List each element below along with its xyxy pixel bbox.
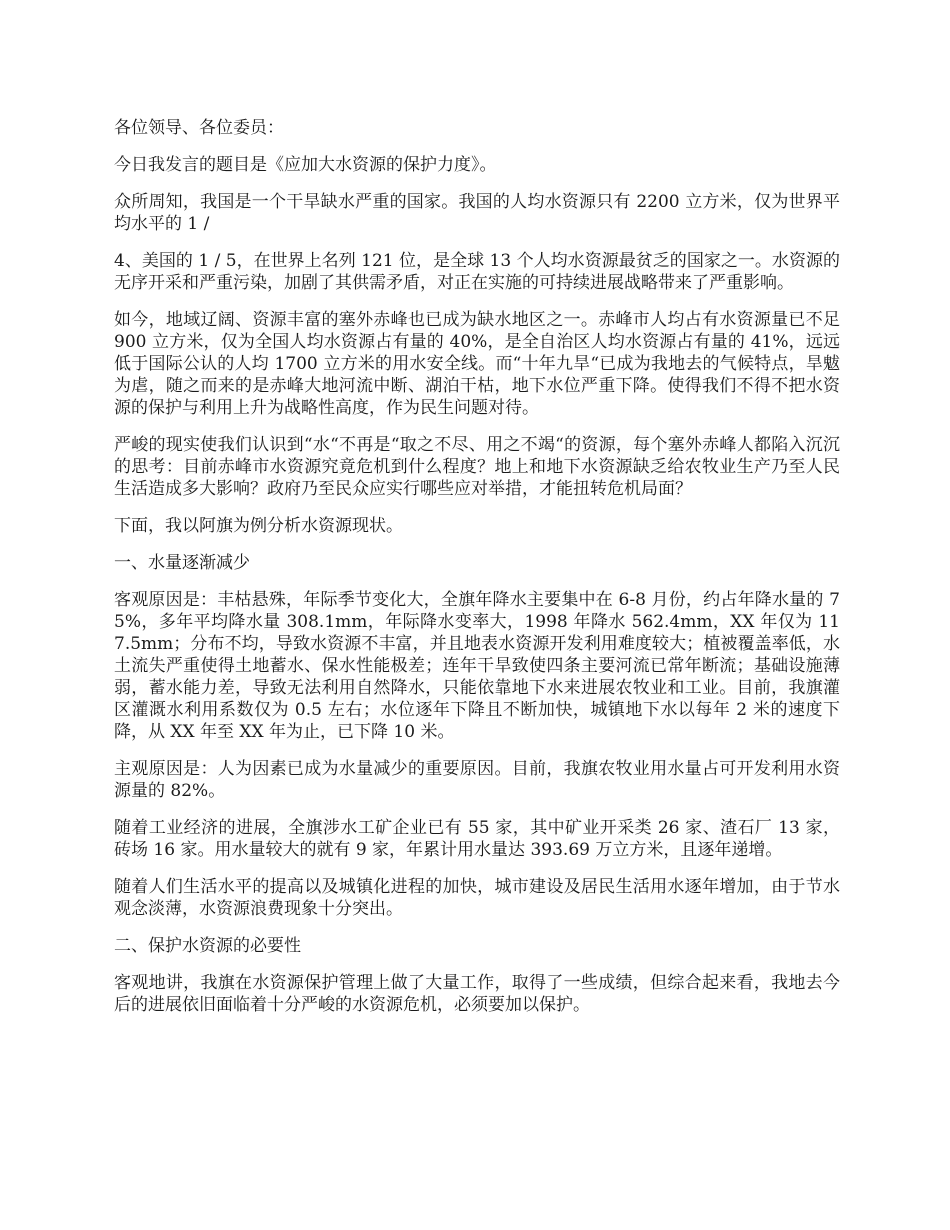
paragraph: 客观原因是：丰枯悬殊，年际季节变化大，全旗年降水主要集中在 6-8 月份，约占年降水量的 75%，多年平均降水量 308.1mm，年际降水变率大，1998 年降水 562.4mm，XX 年仅为 117.5mm；分布不均，导致水资源不丰富，并且地表水资源开发利用难度较大；植被覆盖率低，水土流失严重使得土地蓄水、保水性能极差；连年干旱致使四条主要河流已常年断流；基础设施薄弱，蓄水能力差，导致无法利用自然降水，只能依靠地下水来进展农牧业和工业。目前，我旗灌区灌溉水利用系数仅为 0.5 左右；水位逐年下降且不断加快，城镇地下水以每年 2 米的速度下降，从 XX 年至 XX 年为止，已下降 10 米。 — [114, 590, 840, 742]
paragraph: 如今，地域辽阔、资源丰富的塞外赤峰也已成为缺水地区之一。赤峰市人均占有水资源量已不足 900 立方米，仅为全国人均水资源占有量的 40%，是全自治区人均水资源占有量的 41%，远远低于国际公认的人均 1700 立方米的用水安全线。而“十年九旱“已成为我地去的气候特点，旱魃为虐，随之而来的是赤峰大地河流中断、湖泊干枯，地下水位严重下降。使得我们不得不把水资源的保护与利用上升为战略性高度，作为民生问题对待。 — [114, 310, 840, 418]
section-heading: 一、水量逐渐减少 — [114, 553, 250, 573]
section-heading: 二、保护水资源的必要性 — [114, 936, 301, 956]
document-body — [114, 117, 840, 1031]
paragraph: 随着工业经济的进展，全旗涉水工矿企业已有 55 家，其中矿业开采类 26 家、渣石厂 13 家，砖场 16 家。用水量较大的就有 9 家，年累计用水量达 393.69 万立方米，且逐年递增。 — [114, 818, 840, 860]
paragraph: 客观地讲，我旗在水资源保护管理上做了大量工作，取得了一些成绩，但综合起来看，我地去今后的进展依旧面临着十分严峻的水资源危机，必须要加以保护。 — [114, 973, 840, 1015]
paragraph: 严峻的现实使我们认识到“水“不再是“取之不尽、用之不竭“的资源，每个塞外赤峰人都陷入沉沉的思考：目前赤峰市水资源究竟危机到什么程度？地上和地下水资源缺乏给农牧业生产乃至人民生活造成多大影响？政府乃至民众应实行哪些应对举措，才能扭转危机局面？ — [114, 435, 840, 499]
paragraph: 主观原因是：人为因素已成为水量减少的重要原因。目前，我旗农牧业用水量占可开发利用水资源量的 82%。 — [114, 759, 840, 801]
paragraph: 4、美国的 1 / 5，在世界上名列 121 位，是全球 13 个人均水资源最贫乏的国家之一。水资源的无序开采和严重污染，加剧了其供需矛盾，对正在实施的可持续进展战略带来了严重影响。 — [114, 251, 840, 293]
speech-topic: 今日我发言的题目是《应加大水资源的保护力度》。 — [114, 155, 497, 175]
paragraph: 下面，我以阿旗为例分析水资源现状。 — [114, 516, 403, 536]
salutation: 各位领导、各位委员： — [114, 118, 284, 138]
paragraph: 随着人们生活水平的提高以及城镇化进程的加快，城市建设及居民生活用水逐年增加，由于节水观念淡薄，水资源浪费现象十分突出。 — [114, 877, 840, 919]
paragraph: 众所周知，我国是一个干旱缺水严重的国家。我国的人均水资源只有 2200 立方米，仅为世界平均水平的 1 / — [114, 192, 840, 234]
